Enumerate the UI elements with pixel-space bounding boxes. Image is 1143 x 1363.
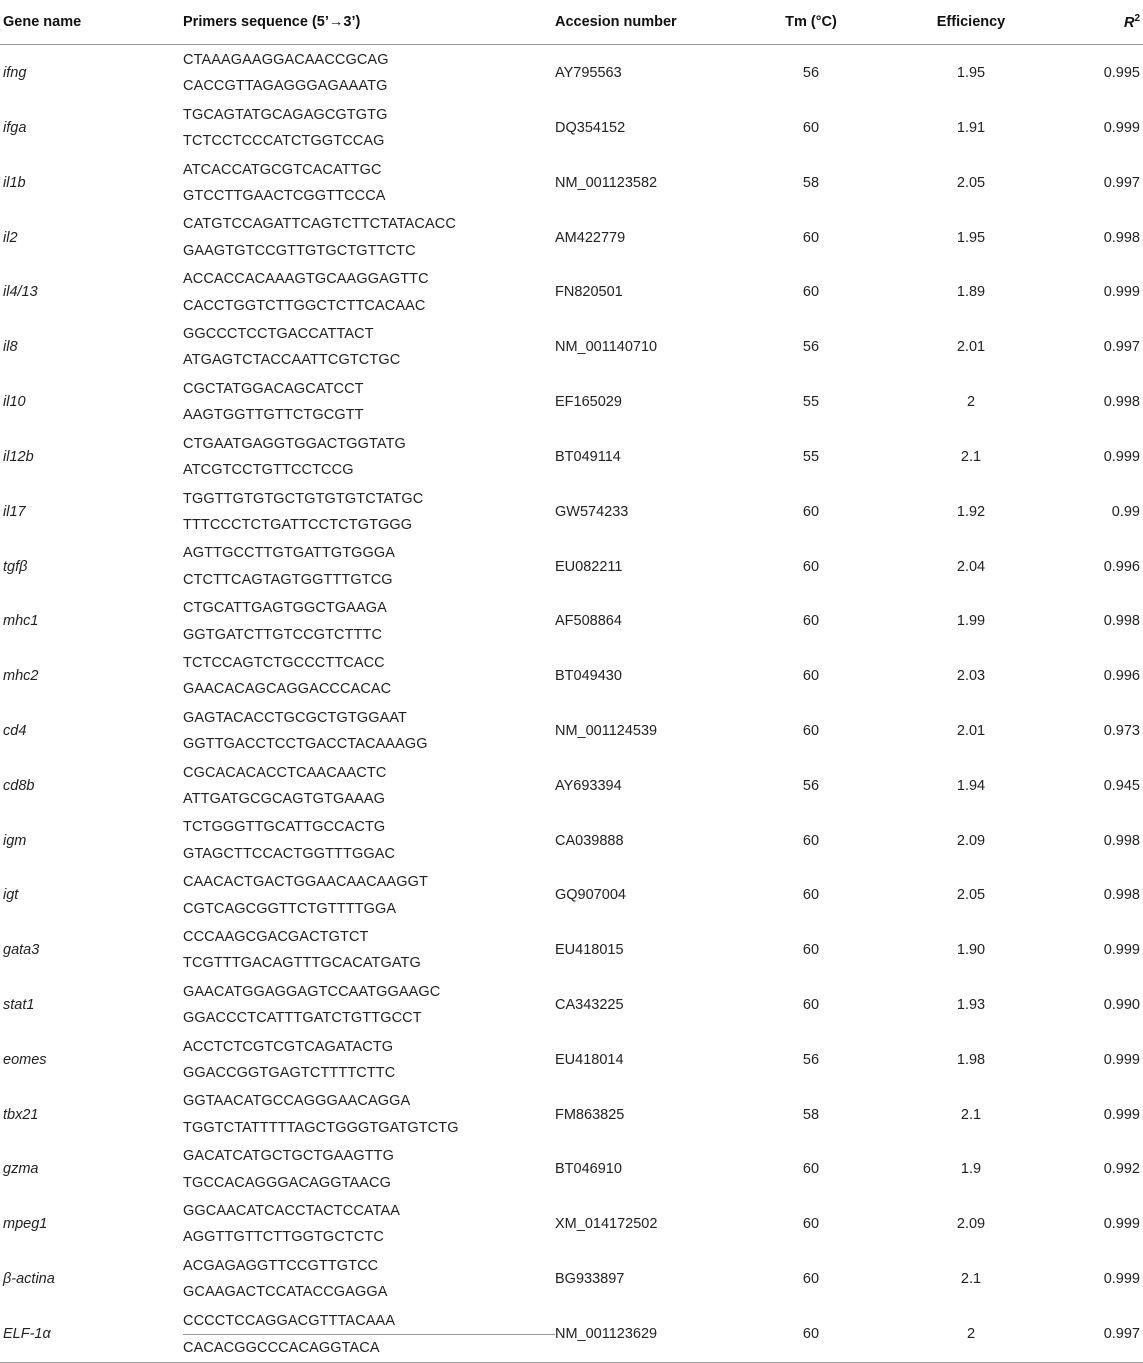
header-r-base: R xyxy=(1123,14,1135,31)
efficiency-cell: 2.09 xyxy=(956,832,986,849)
reverse-primer-cell: ATGAGTCTACCAATTCGTCTGC xyxy=(183,352,401,369)
efficiency-cell: 2.03 xyxy=(956,668,986,685)
tm-cell: 60 xyxy=(737,1306,885,1362)
forward-primer-cell: CGCTATGGACAGCATCCT xyxy=(183,380,364,397)
efficiency-cell: 2 xyxy=(885,1306,1057,1362)
accession-number-cell: AM422779 xyxy=(555,229,626,246)
header-gene-name: Gene name xyxy=(0,0,183,45)
table-row-16 xyxy=(0,867,1143,895)
table-row-13 xyxy=(0,703,1143,731)
reverse-primer-cell: TTTCCCTCTGATTCCTCTGTGGG xyxy=(183,516,413,533)
reverse-primer-cell: CTCTTCAGTAGTGGTTTGTCG xyxy=(183,571,393,588)
reverse-primer-cell: CACACGGCCCACAGGTACA xyxy=(183,1335,555,1362)
reverse-primer-cell: CACCTGGTCTTGGCTCTTCACAAC xyxy=(183,297,426,314)
gene-name-cell: il17 xyxy=(3,503,26,520)
tm-cell: 56 xyxy=(802,777,820,794)
r-squared-cell: 0.999 xyxy=(1103,448,1140,465)
header-r-squared xyxy=(1057,0,1143,45)
table-row-11 xyxy=(0,593,1143,621)
r-squared-cell: 0.997 xyxy=(1103,339,1140,356)
efficiency-cell: 2.04 xyxy=(956,558,986,575)
efficiency-cell: 1.91 xyxy=(956,120,986,137)
forward-primer-cell: GAACATGGAGGAGTCCAATGGAAGC xyxy=(183,983,441,1000)
gene-name-cell: cd8b xyxy=(3,777,35,794)
reverse-primer-cell: TCTCCTCCCATCTGGTCCAG xyxy=(183,133,385,150)
tm-cell: 60 xyxy=(802,997,820,1014)
table-row-24 xyxy=(0,1306,1143,1335)
gene-name-cell: cd4 xyxy=(3,722,27,739)
r-squared-cell: 0.999 xyxy=(1103,1051,1140,1068)
accession-number-cell: AY693394 xyxy=(555,777,622,794)
gene-name-cell: eomes xyxy=(3,1051,47,1068)
efficiency-cell: 2.01 xyxy=(956,339,986,356)
table-row-20 xyxy=(0,1086,1143,1114)
gene-name-cell: β-actina xyxy=(3,1271,55,1288)
forward-primer-cell: AGTTGCCTTGTGATTGTGGGA xyxy=(183,545,396,562)
r-squared-cell: 0.998 xyxy=(1103,394,1140,411)
accession-number-cell: BT046910 xyxy=(555,1161,622,1178)
tm-cell: 60 xyxy=(802,668,820,685)
table-row-3 xyxy=(0,155,1143,183)
r-squared-cell: 0.995 xyxy=(1103,65,1140,82)
tm-cell: 60 xyxy=(802,832,820,849)
tm-cell: 58 xyxy=(802,174,820,191)
table-row-5 xyxy=(0,264,1143,292)
accession-number-cell: CA343225 xyxy=(555,997,624,1014)
tm-cell: 60 xyxy=(802,229,820,246)
r-squared-cell: 0.945 xyxy=(1103,777,1140,794)
table-row-1 xyxy=(0,45,1143,74)
accession-number-cell: NM_001123629 xyxy=(555,1306,737,1362)
efficiency-cell: 2.1 xyxy=(960,448,982,465)
forward-primer-cell: GGTAACATGCCAGGGAACAGGA xyxy=(183,1093,411,1110)
accession-number-cell: FM863825 xyxy=(555,1106,625,1123)
header-primers-sequence: Primers sequence (5’→3’) xyxy=(183,0,555,45)
r-squared-cell: 0.973 xyxy=(1103,722,1140,739)
gene-name-cell: mpeg1 xyxy=(3,1216,48,1233)
r-squared-cell: 0.998 xyxy=(1103,832,1140,849)
tm-cell: 60 xyxy=(802,613,820,630)
reverse-primer-cell: ATTGATGCGCAGTGTGAAAG xyxy=(183,790,386,807)
accession-number-cell: GQ907004 xyxy=(555,887,626,904)
r-squared-cell: 0.99 xyxy=(1111,503,1140,520)
table-row-22 xyxy=(0,1196,1143,1224)
accession-number-cell: EU082211 xyxy=(555,558,623,575)
table-row-19 xyxy=(0,1032,1143,1060)
gene-name-cell: tbx21 xyxy=(3,1106,39,1123)
efficiency-cell: 2.05 xyxy=(956,174,986,191)
efficiency-cell: 1.90 xyxy=(956,942,986,959)
table-row-23 xyxy=(0,1251,1143,1279)
tm-cell: 60 xyxy=(802,722,820,739)
r-squared-cell: 0.998 xyxy=(1103,229,1140,246)
efficiency-cell: 1.98 xyxy=(956,1051,986,1068)
gene-name-cell: il2 xyxy=(3,229,18,246)
accession-number-cell: NM_001124539 xyxy=(555,722,658,739)
accession-number-cell: BG933897 xyxy=(555,1271,625,1288)
accession-number-cell: BT049114 xyxy=(555,448,621,465)
forward-primer-cell: GGCAACATCACCTACTCCATAA xyxy=(183,1203,401,1220)
accession-number-cell: AY795563 xyxy=(555,65,622,82)
efficiency-cell: 1.9 xyxy=(960,1161,982,1178)
efficiency-cell: 2.1 xyxy=(960,1106,982,1123)
table-row-6 xyxy=(0,319,1143,347)
reverse-primer-cell: AAGTGGTTGTTCTGCGTT xyxy=(183,407,364,424)
accession-number-cell: GW574233 xyxy=(555,503,629,520)
table-row-10 xyxy=(0,538,1143,566)
r-squared-cell: 0.999 xyxy=(1103,1106,1140,1123)
forward-primer-cell: ATCACCATGCGTCACATTGC xyxy=(183,161,382,178)
gene-name-cell: ELF-1α xyxy=(0,1306,183,1362)
header-accession-number: Accesion number xyxy=(555,0,737,45)
efficiency-cell: 1.94 xyxy=(956,777,986,794)
accession-number-cell: NM_001123582 xyxy=(555,174,658,191)
gene-name-cell: stat1 xyxy=(3,997,35,1014)
header-tm: Tm (°C) xyxy=(737,0,885,45)
tm-cell: 55 xyxy=(802,448,820,465)
r-squared-cell: 0.999 xyxy=(1103,942,1140,959)
reverse-primer-cell: GGTTGACCTCCTGACCTACAAAGG xyxy=(183,736,428,753)
accession-number-cell: NM_001140710 xyxy=(555,339,658,356)
reverse-primer-cell: GAACACAGCAGGACCCACAC xyxy=(183,681,392,698)
forward-primer-cell: CTGCATTGAGTGGCTGAAGA xyxy=(183,600,387,617)
table-body xyxy=(0,45,1143,1363)
tm-cell: 55 xyxy=(802,394,820,411)
accession-number-cell: BT049430 xyxy=(555,668,622,685)
tm-cell: 60 xyxy=(802,1216,820,1233)
forward-primer-cell: TGGTTGTGTGCTGTGTGTCTATGC xyxy=(183,490,424,507)
table-row-12 xyxy=(0,648,1143,676)
accession-number-cell: EU418015 xyxy=(555,942,624,959)
gene-name-cell: igm xyxy=(3,832,27,849)
efficiency-cell: 2.05 xyxy=(956,887,986,904)
r-squared-cell: 0.999 xyxy=(1103,120,1140,137)
r-squared-cell: 0.992 xyxy=(1103,1161,1140,1178)
forward-primer-cell: ACCACCACAAAGTGCAAGGAGTTC xyxy=(183,271,429,288)
forward-primer-cell: ACGAGAGGTTCCGTTGTCC xyxy=(183,1257,379,1274)
forward-primer-cell: CCCCTCCAGGACGTTTACAAA xyxy=(183,1306,555,1335)
reverse-primer-cell: GCAAGACTCCATACCGAGGA xyxy=(183,1284,388,1301)
forward-primer-cell: CCCAAGCGACGACTGTCT xyxy=(183,929,369,945)
reverse-primer-cell: ATCGTCCTGTTCCTCCG xyxy=(183,462,354,479)
efficiency-cell: 1.92 xyxy=(956,503,986,520)
gene-name-cell: mhc1 xyxy=(3,613,39,630)
accession-number-cell: AF508864 xyxy=(555,613,622,630)
tm-cell: 58 xyxy=(802,1106,820,1123)
accession-number-cell: EF165029 xyxy=(555,394,622,411)
forward-primer-cell: ACCTCTCGTCGTCAGATACTG xyxy=(183,1038,394,1055)
table-row-4 xyxy=(0,209,1143,237)
accession-number-cell: CA039888 xyxy=(555,832,624,849)
header-row xyxy=(0,0,1143,45)
reverse-primer-cell: GGACCCTCATTTGATCTGTTGCCT xyxy=(183,1010,422,1027)
tm-cell: 60 xyxy=(802,887,820,904)
reverse-primer-cell: CGTCAGCGGTTCTGTTTTGGA xyxy=(183,900,397,917)
gene-name-cell: ifga xyxy=(3,120,27,137)
table-row-21 xyxy=(0,1141,1143,1169)
reverse-primer-cell: AGGTTGTTCTTGGTGCTCTC xyxy=(183,1229,384,1246)
accession-number-cell: DQ354152 xyxy=(555,120,626,137)
forward-primer-cell: CAACACTGACTGGAACAACAAGGT xyxy=(183,874,428,891)
tm-cell: 56 xyxy=(802,1051,820,1068)
forward-primer-cell: TGCAGTATGCAGAGCGTGTG xyxy=(183,106,388,123)
header-r-superscript: 2 xyxy=(1134,13,1140,25)
accession-number-cell: EU418014 xyxy=(555,1051,624,1068)
accession-number-cell: FN820501 xyxy=(555,284,623,301)
table-row-18 xyxy=(0,977,1143,1005)
forward-primer-cell: CTAAAGAAGGACAACCGCAG xyxy=(183,52,389,68)
forward-primer-cell: GGCCCTCCTGACCATTACT xyxy=(183,326,374,343)
gene-name-cell: tgfβ xyxy=(3,558,28,575)
forward-primer-cell: CTGAATGAGGTGGACTGGTATG xyxy=(183,435,406,452)
efficiency-cell: 2 xyxy=(966,394,976,411)
tm-cell: 60 xyxy=(802,503,820,520)
efficiency-cell: 1.99 xyxy=(956,613,986,630)
efficiency-cell: 1.89 xyxy=(956,284,986,301)
table-header xyxy=(0,0,1143,45)
table-row-9 xyxy=(0,484,1143,512)
accession-number-cell: XM_014172502 xyxy=(555,1216,658,1233)
reverse-primer-cell: GTCCTTGAACTCGGTTCCCA xyxy=(183,188,386,205)
tm-cell: 60 xyxy=(802,120,820,137)
table-row-8 xyxy=(0,429,1143,457)
gene-name-cell: gata3 xyxy=(3,942,40,959)
gene-name-cell: ifng xyxy=(3,65,27,82)
forward-primer-cell: CGCACACACCTCAACAACTC xyxy=(183,764,387,781)
table-row-7 xyxy=(0,374,1143,402)
reverse-primer-cell: GGACCGGTGAGTCTTTTCTTC xyxy=(183,1065,396,1082)
gene-name-cell: il4/13 xyxy=(3,284,38,301)
r-squared-cell: 0.990 xyxy=(1103,997,1140,1014)
r-squared-cell: 0.996 xyxy=(1103,558,1140,575)
efficiency-cell: 1.95 xyxy=(956,65,986,82)
efficiency-cell: 2.09 xyxy=(956,1216,986,1233)
forward-primer-cell: TCTCCAGTCTGCCCTTCACC xyxy=(183,654,385,671)
efficiency-cell: 2.01 xyxy=(956,722,986,739)
r-squared-cell: 0.999 xyxy=(1103,1216,1140,1233)
table-row-15 xyxy=(0,812,1143,840)
tm-cell: 60 xyxy=(802,1161,820,1178)
tm-cell: 60 xyxy=(802,1271,820,1288)
r-squared-cell: 0.998 xyxy=(1103,887,1140,904)
tm-cell: 60 xyxy=(802,942,820,959)
r-squared-cell: 0.999 xyxy=(1103,284,1140,301)
r-squared-cell: 0.999 xyxy=(1103,1271,1140,1288)
r-squared-cell: 0.996 xyxy=(1103,668,1140,685)
table-row-2 xyxy=(0,100,1143,128)
r-squared-cell: 0.998 xyxy=(1103,613,1140,630)
r-squared-cell: 0.997 xyxy=(1057,1306,1143,1362)
reverse-primer-cell: CACCGTTAGAGGGAGAAATG xyxy=(183,78,388,95)
gene-name-cell: il10 xyxy=(3,394,26,411)
forward-primer-cell: CATGTCCAGATTCAGTCTTCTATACACC xyxy=(183,216,456,233)
forward-primer-cell: GAGTACACCTGCGCTGTGGAAT xyxy=(183,709,407,726)
tm-cell: 60 xyxy=(802,284,820,301)
table-row-14 xyxy=(0,758,1143,786)
reverse-primer-cell: TGGTCTATTTTTAGCTGGGTGATGTCTG xyxy=(183,1119,459,1136)
reverse-primer-cell: GAAGTGTCCGTTGTGCTGTTCTC xyxy=(183,242,416,259)
tm-cell: 56 xyxy=(802,339,820,356)
gene-name-cell: igt xyxy=(3,887,19,904)
gene-name-cell: il1b xyxy=(3,174,26,191)
reverse-primer-cell: GGTGATCTTGTCCGTCTTTC xyxy=(183,626,383,643)
reverse-primer-cell: TCGTTTGACAGTTTGCACATGATG xyxy=(183,955,421,972)
efficiency-cell: 1.93 xyxy=(956,997,986,1014)
gene-name-cell: il12b xyxy=(3,448,34,465)
table-row-17 xyxy=(0,922,1143,950)
header-efficiency: Efficiency xyxy=(885,0,1057,45)
tm-cell: 56 xyxy=(802,65,820,82)
r-squared-cell: 0.997 xyxy=(1103,174,1140,191)
efficiency-cell: 1.95 xyxy=(956,229,986,246)
efficiency-cell: 2.1 xyxy=(960,1271,982,1288)
tm-cell: 60 xyxy=(802,558,820,575)
forward-primer-cell: GACATCATGCTGCTGAAGTTG xyxy=(183,1148,395,1165)
gene-name-cell: il8 xyxy=(3,339,18,356)
reverse-primer-cell: TGCCACAGGGACAGGTAACG xyxy=(183,1174,391,1191)
gene-name-cell: mhc2 xyxy=(3,668,39,685)
gene-name-cell: gzma xyxy=(3,1161,39,1178)
reverse-primer-cell: GTAGCTTCCACTGGTTTGGAC xyxy=(183,845,396,862)
forward-primer-cell: TCTGGGTTGCATTGCCACTG xyxy=(183,819,386,836)
